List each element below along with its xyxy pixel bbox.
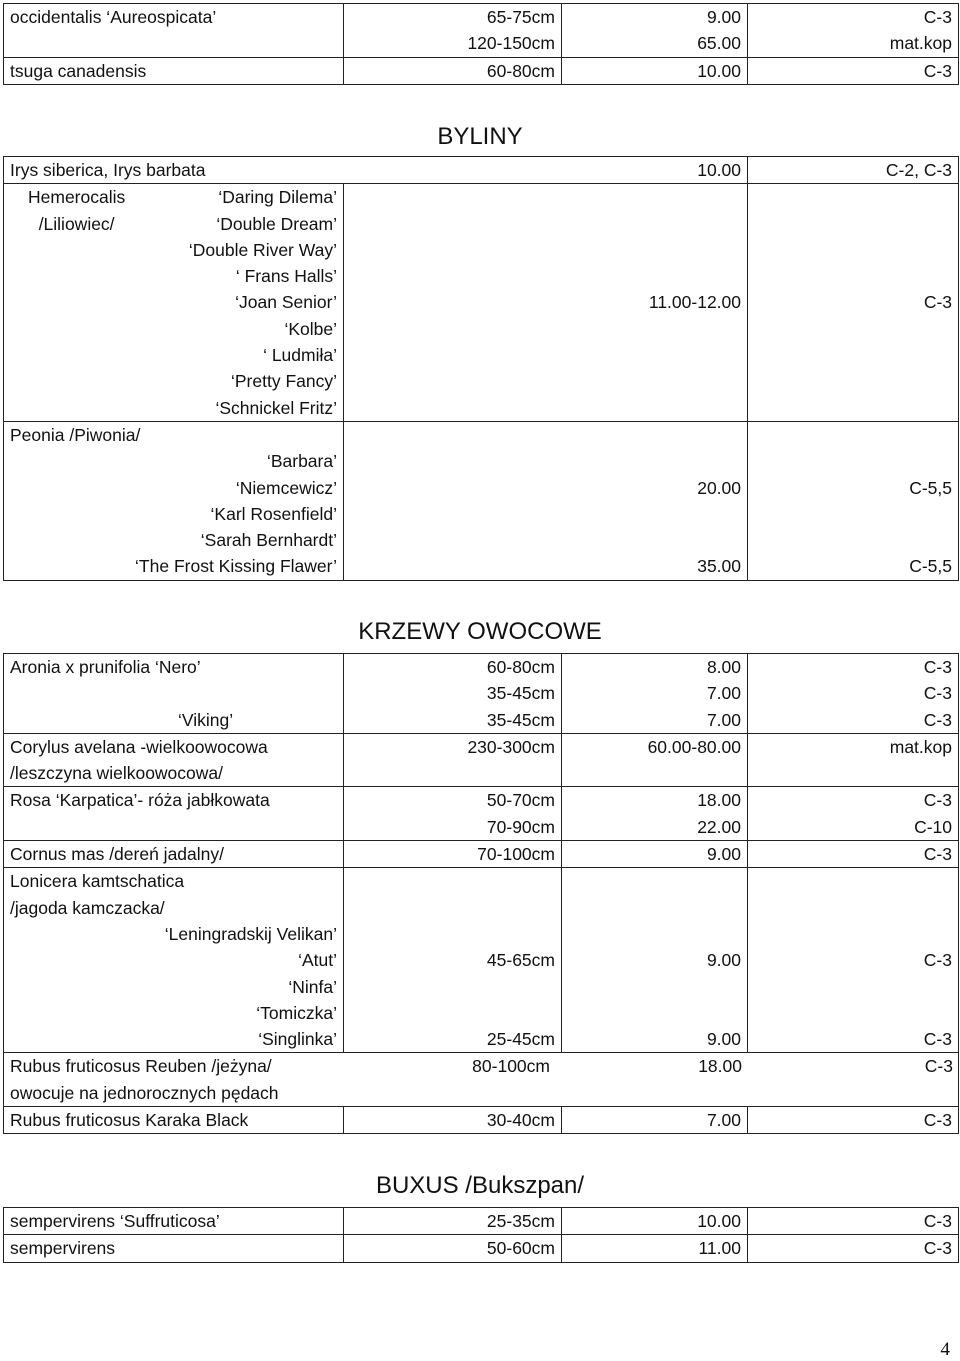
container-class: C-3 — [748, 1107, 959, 1134]
plant-name: Peonia /Piwonia/ — [10, 424, 141, 445]
size-value: 25-35cm — [344, 1208, 562, 1235]
price-value: 7.00 — [562, 1107, 748, 1134]
price-value: 18.00 — [697, 790, 741, 811]
variety-name: ‘Joan Senior’ — [235, 292, 337, 313]
variety-name: ‘Sarah Bernhardt’ — [200, 530, 337, 551]
variety-name: ‘ Frans Halls’ — [235, 266, 337, 287]
size-value: 65-75cm — [486, 7, 555, 27]
table-row — [4, 1053, 959, 1107]
price-value: 8.00 — [706, 657, 741, 677]
container-class: C-5,5 — [909, 556, 953, 577]
size-value: 35-45cm — [486, 709, 555, 730]
variety-name: ‘Schnickel Fritz’ — [215, 397, 337, 418]
plant-name: Aronia x prunifolia ‘Nero’ — [10, 657, 201, 677]
container-class: C-3 — [923, 790, 952, 811]
size-value: 70-90cm — [486, 816, 555, 837]
genus-name: Hemerocalis — [28, 187, 126, 208]
plant-name: Irys siberica, Irys barbata — [10, 160, 206, 180]
krzewy-table — [3, 653, 959, 1134]
size-value: 70-100cm — [344, 841, 562, 868]
price-value: 10.00 — [697, 160, 742, 180]
size-value: 45-65cm — [486, 950, 555, 971]
variety-name: ‘Ninfa’ — [288, 976, 337, 997]
table-row — [4, 654, 959, 734]
plant-name: tsuga canadensis — [4, 57, 344, 84]
container-class: mat.kop — [748, 733, 959, 787]
variety-name: ‘The Frost Kissing Flawer’ — [135, 556, 337, 577]
common-name: /jagoda kamczacka/ — [10, 897, 165, 918]
table-row — [4, 57, 959, 84]
common-name: /Liliowiec/ — [38, 213, 115, 234]
size-value: 50-60cm — [344, 1235, 562, 1262]
size-value: 35-45cm — [486, 683, 555, 704]
container-class: C-3 — [923, 709, 952, 730]
variety-name: ‘Double River Way’ — [188, 239, 337, 260]
plant-name: Rubus fruticosus Karaka Black — [4, 1107, 344, 1134]
variety-name: ‘Kolbe’ — [284, 318, 337, 339]
table-row — [4, 421, 959, 580]
variety-name: ‘Daring Dilema’ — [218, 187, 337, 208]
price-value: 9.00 — [706, 7, 741, 27]
size-value: 50-70cm — [486, 790, 555, 811]
size-value: 120-150cm — [467, 33, 555, 54]
price-value: 10.00 — [562, 57, 748, 84]
table-row — [4, 787, 959, 841]
section-title-krzewy: KRZEWY OWOCOWE — [358, 618, 602, 645]
variety-name: ‘Leningradskij Velikan’ — [164, 923, 337, 944]
variety-name: ‘Pretty Fancy’ — [231, 371, 337, 392]
price-value: 9.00 — [562, 841, 748, 868]
variety-name: ‘Karl Rosenfield’ — [210, 503, 337, 524]
size-value: 30-40cm — [344, 1107, 562, 1134]
buxus-table — [3, 1207, 959, 1263]
common-name: /leszczyna wielkoowocowa/ — [10, 763, 224, 784]
container-class: C-3 — [923, 7, 952, 27]
container-class: C-3 — [748, 841, 959, 868]
plant-name: sempervirens ‘Suffruticosa’ — [4, 1208, 344, 1235]
price-value: 65.00 — [697, 33, 741, 54]
variety-name: ‘Double Dream’ — [216, 213, 337, 234]
container-class: C-3 — [923, 683, 952, 704]
container-class: C-3 — [923, 292, 953, 313]
plant-name: Cornus mas /dereń jadalny/ — [4, 841, 344, 868]
table-row — [4, 184, 959, 422]
price-value: 35.00 — [697, 556, 742, 577]
plant-name: occidentalis ‘Aureospicata’ — [4, 4, 344, 58]
container-class: mat.kop — [889, 33, 952, 54]
table-row — [4, 841, 959, 868]
price-value: 20.00 — [697, 477, 742, 498]
container-class: C-3 — [923, 657, 952, 677]
size-value: 80-100cm — [472, 1056, 550, 1077]
container-class: C-2, C-3 — [748, 157, 959, 184]
variety-name: ‘Viking’ — [178, 709, 234, 730]
plant-name: sempervirens — [4, 1235, 344, 1262]
variety-name: ‘Tomiczka’ — [256, 1002, 337, 1023]
variety-name: ‘Singlinka’ — [258, 1029, 337, 1050]
price-value: 9.00 — [706, 1029, 741, 1050]
table-row — [4, 1235, 959, 1262]
price-value: 9.00 — [706, 950, 741, 971]
page-number: 4 — [940, 1339, 950, 1360]
price-value: 11.00-12.00 — [648, 292, 742, 313]
table-row — [4, 157, 959, 184]
table-row — [4, 733, 959, 787]
byliny-table — [3, 156, 959, 581]
plant-name: Rosa ‘Karpatica’- róża jabłkowata — [4, 787, 344, 841]
size-value: 25-45cm — [486, 1029, 555, 1050]
size-value: 60-80cm — [486, 657, 555, 677]
price-value: 11.00 — [562, 1235, 748, 1262]
price-value: 22.00 — [697, 816, 741, 837]
conifers-table — [3, 3, 959, 85]
price-value: 7.00 — [706, 683, 741, 704]
price-value: 7.00 — [706, 709, 741, 730]
container-class: C-3 — [748, 1235, 959, 1262]
container-class: C-3 — [923, 950, 952, 971]
section-title-buxus: BUXUS /Bukszpan/ — [375, 1172, 585, 1199]
variety-name: ‘Atut’ — [298, 950, 337, 971]
variety-name: ‘ Ludmiła’ — [263, 345, 337, 366]
price-value: 10.00 — [562, 1208, 748, 1235]
table-row — [4, 868, 959, 1053]
container-class: C-10 — [914, 816, 952, 837]
plant-name: Corylus avelana -wielkoowocowa — [10, 736, 268, 757]
container-class: C-5,5 — [909, 477, 953, 498]
container-class: C-3 — [923, 1029, 952, 1050]
table-row — [4, 1107, 959, 1134]
plant-name: Rubus fruticosus Reuben /jeżyna/ — [10, 1056, 272, 1077]
container-class: C-3 — [924, 1056, 953, 1077]
size-value: 230-300cm — [344, 733, 562, 787]
container-class: C-3 — [748, 57, 959, 84]
variety-name: ‘Barbara’ — [266, 451, 337, 472]
price-value: 60.00-80.00 — [562, 733, 748, 787]
table-row — [4, 1208, 959, 1235]
plant-note: owocuje na jednorocznych pędach — [10, 1082, 279, 1103]
price-value: 18.00 — [698, 1056, 742, 1077]
table-row — [4, 4, 959, 58]
section-title-byliny: BYLINY — [437, 123, 523, 150]
plant-name: Lonicera kamtschatica — [10, 871, 185, 892]
variety-name: ‘Niemcewicz’ — [235, 477, 337, 498]
size-value: 60-80cm — [344, 57, 562, 84]
container-class: C-3 — [748, 1208, 959, 1235]
